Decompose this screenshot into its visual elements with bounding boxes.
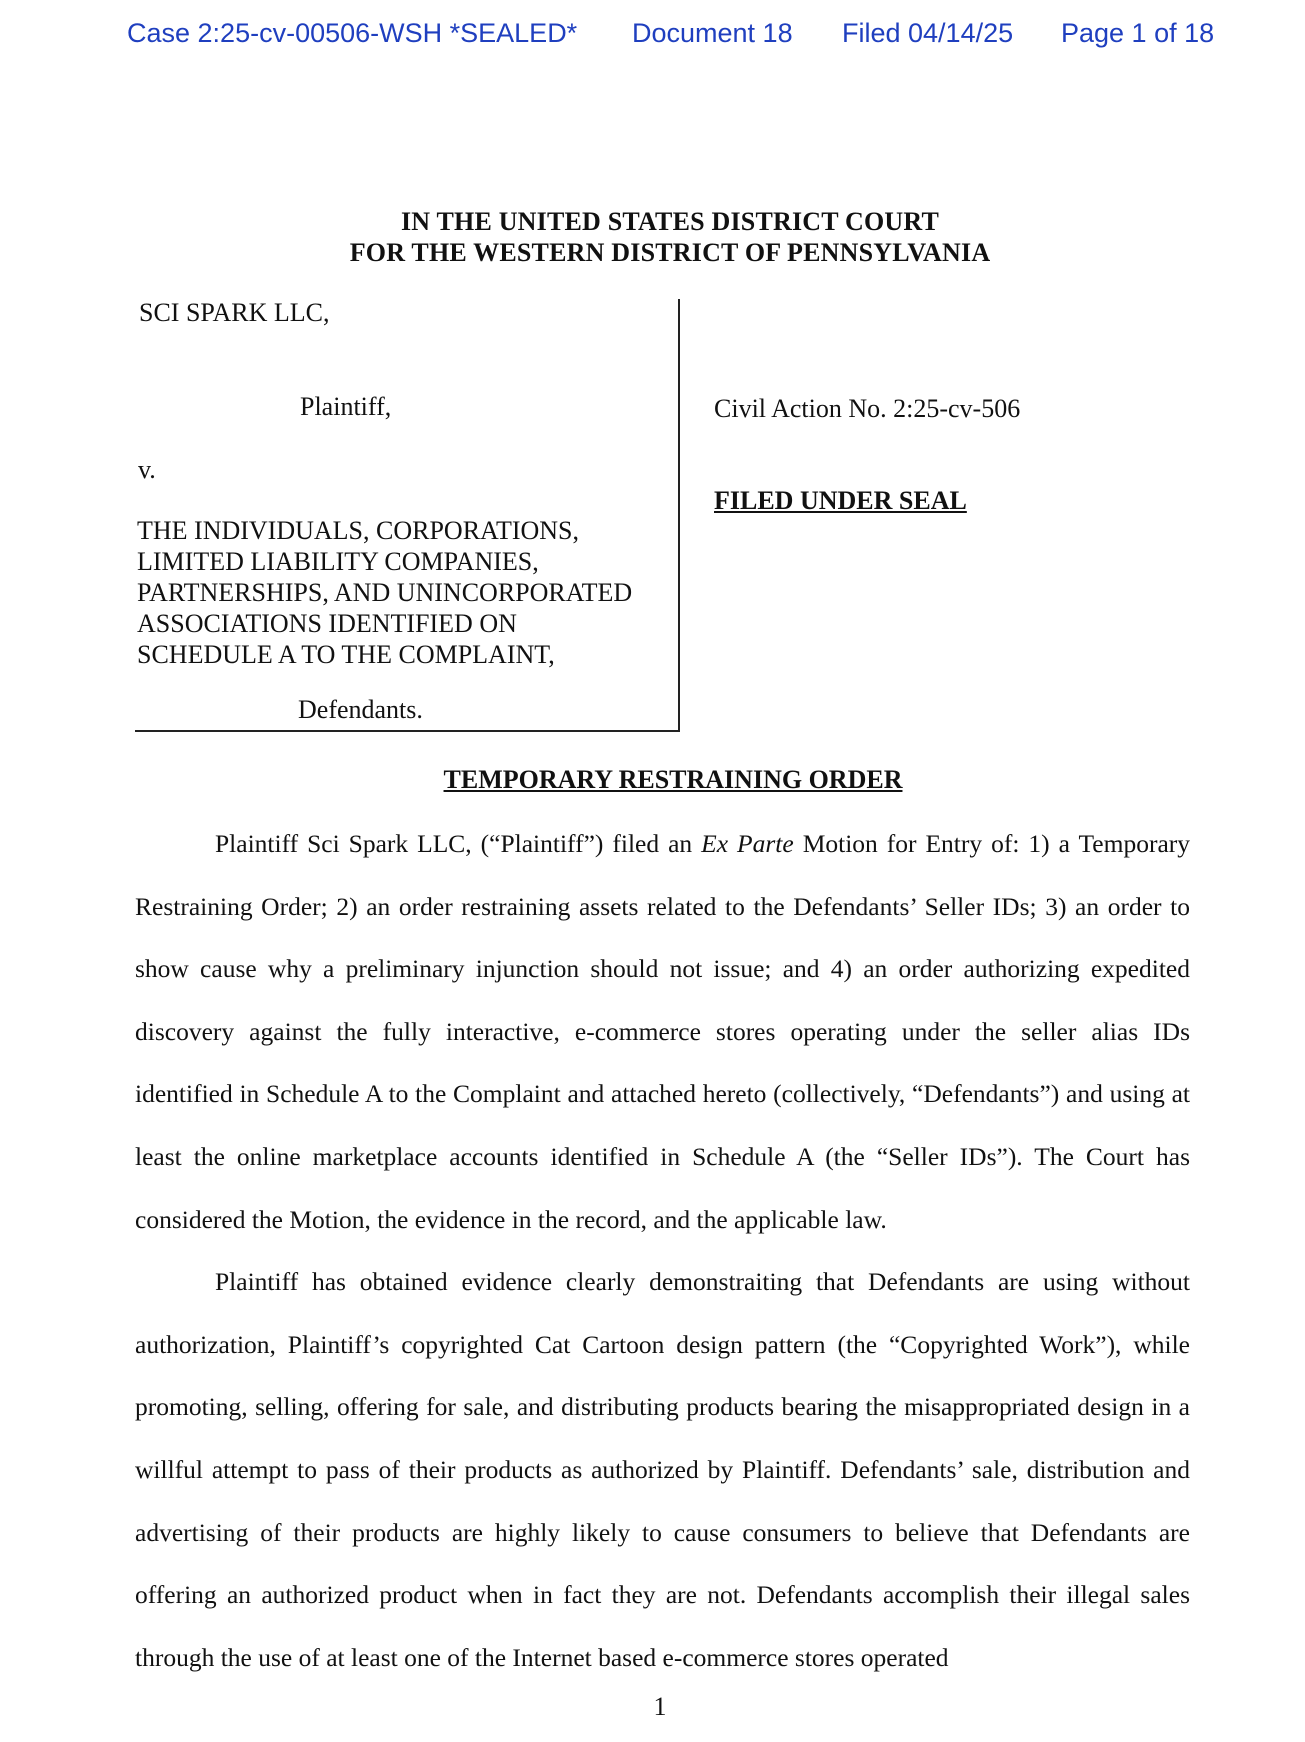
defendants-line: PARTNERSHIPS, AND UNINCORPORATED — [137, 578, 633, 607]
court-line-2: FOR THE WESTERN DISTRICT OF PENNSYLVANIA — [349, 238, 991, 267]
plaintiff-label: Plaintiff, — [300, 392, 392, 421]
document-title: TEMPORARY RESTRAINING ORDER — [443, 765, 903, 794]
case-number: Case 2:25-cv-00506-WSH *SEALED* — [127, 18, 578, 48]
defendants-line: THE INDIVIDUALS, CORPORATIONS, — [137, 516, 579, 545]
ex-parte-italic: Ex Parte — [701, 829, 794, 858]
court-heading — [0, 206, 1305, 268]
defendants-label: Defendants. — [298, 695, 423, 724]
defendants-line: ASSOCIATIONS IDENTIFIED ON — [137, 609, 517, 638]
paragraph-1: Plaintiff Sci Spark LLC, (“Plaintiff”) filed an Ex Parte Motion for Entry of: 1) a Temporary Restraining Order; 2) an order restraining assets related to the Defendants’ Seller IDs; 3) an order to show cause why a preliminary injunction should not issue; and 4) an order authorizing expedited discovery against the fully interactive, e-commerce stores operating under the seller alias IDs identified in Schedule A to the Complaint and attached hereto (collectively, “Defendants”) and using at least the online marketplace accounts identified in Schedule A (the “Seller IDs”). The Court has considered the Motion, the evidence in the record, and the applicable law. — [135, 829, 1190, 1234]
versus: v. — [138, 455, 156, 484]
civil-action-number: Civil Action No. 2:25-cv-506 — [714, 394, 1021, 423]
document-number: Document 18 — [632, 18, 793, 48]
defendants-line: LIMITED LIABILITY COMPANIES, — [137, 547, 539, 576]
caption-bottom-rule — [135, 730, 680, 732]
order-body — [135, 813, 1190, 1689]
plaintiff-name: SCI SPARK LLC, — [139, 298, 330, 327]
filed-date: Filed 04/14/25 — [842, 18, 1014, 48]
filed-under-seal: FILED UNDER SEAL — [714, 486, 967, 515]
page-count: Page 1 of 18 — [1061, 18, 1215, 48]
defendants-block — [137, 515, 632, 670]
page-number: 1 — [653, 1692, 667, 1721]
paragraph-2: Plaintiff has obtained evidence clearly demonstraiting that Defendants are using without authorization, Plaintiff’s copyrighted Cat Cartoon design pattern (the “Copyrighted Work”), while promoting, selling, offering for sale, and distributing products bearing the misappropriated design in a willful attempt to pass of their products as authorized by Plaintiff. Defendants’ sale, distribution and advertising of their products are highly likely to cause consumers to believe that Defendants are offering an authorized product when in fact they are not. Defendants accomplish their illegal sales through the use of at least one of the Internet based e-commerce stores operated — [135, 1267, 1190, 1672]
court-line-1: IN THE UNITED STATES DISTRICT COURT — [400, 207, 940, 236]
defendants-line: SCHEDULE A TO THE COMPLAINT, — [137, 640, 555, 669]
caption-vertical-rule — [678, 299, 680, 731]
